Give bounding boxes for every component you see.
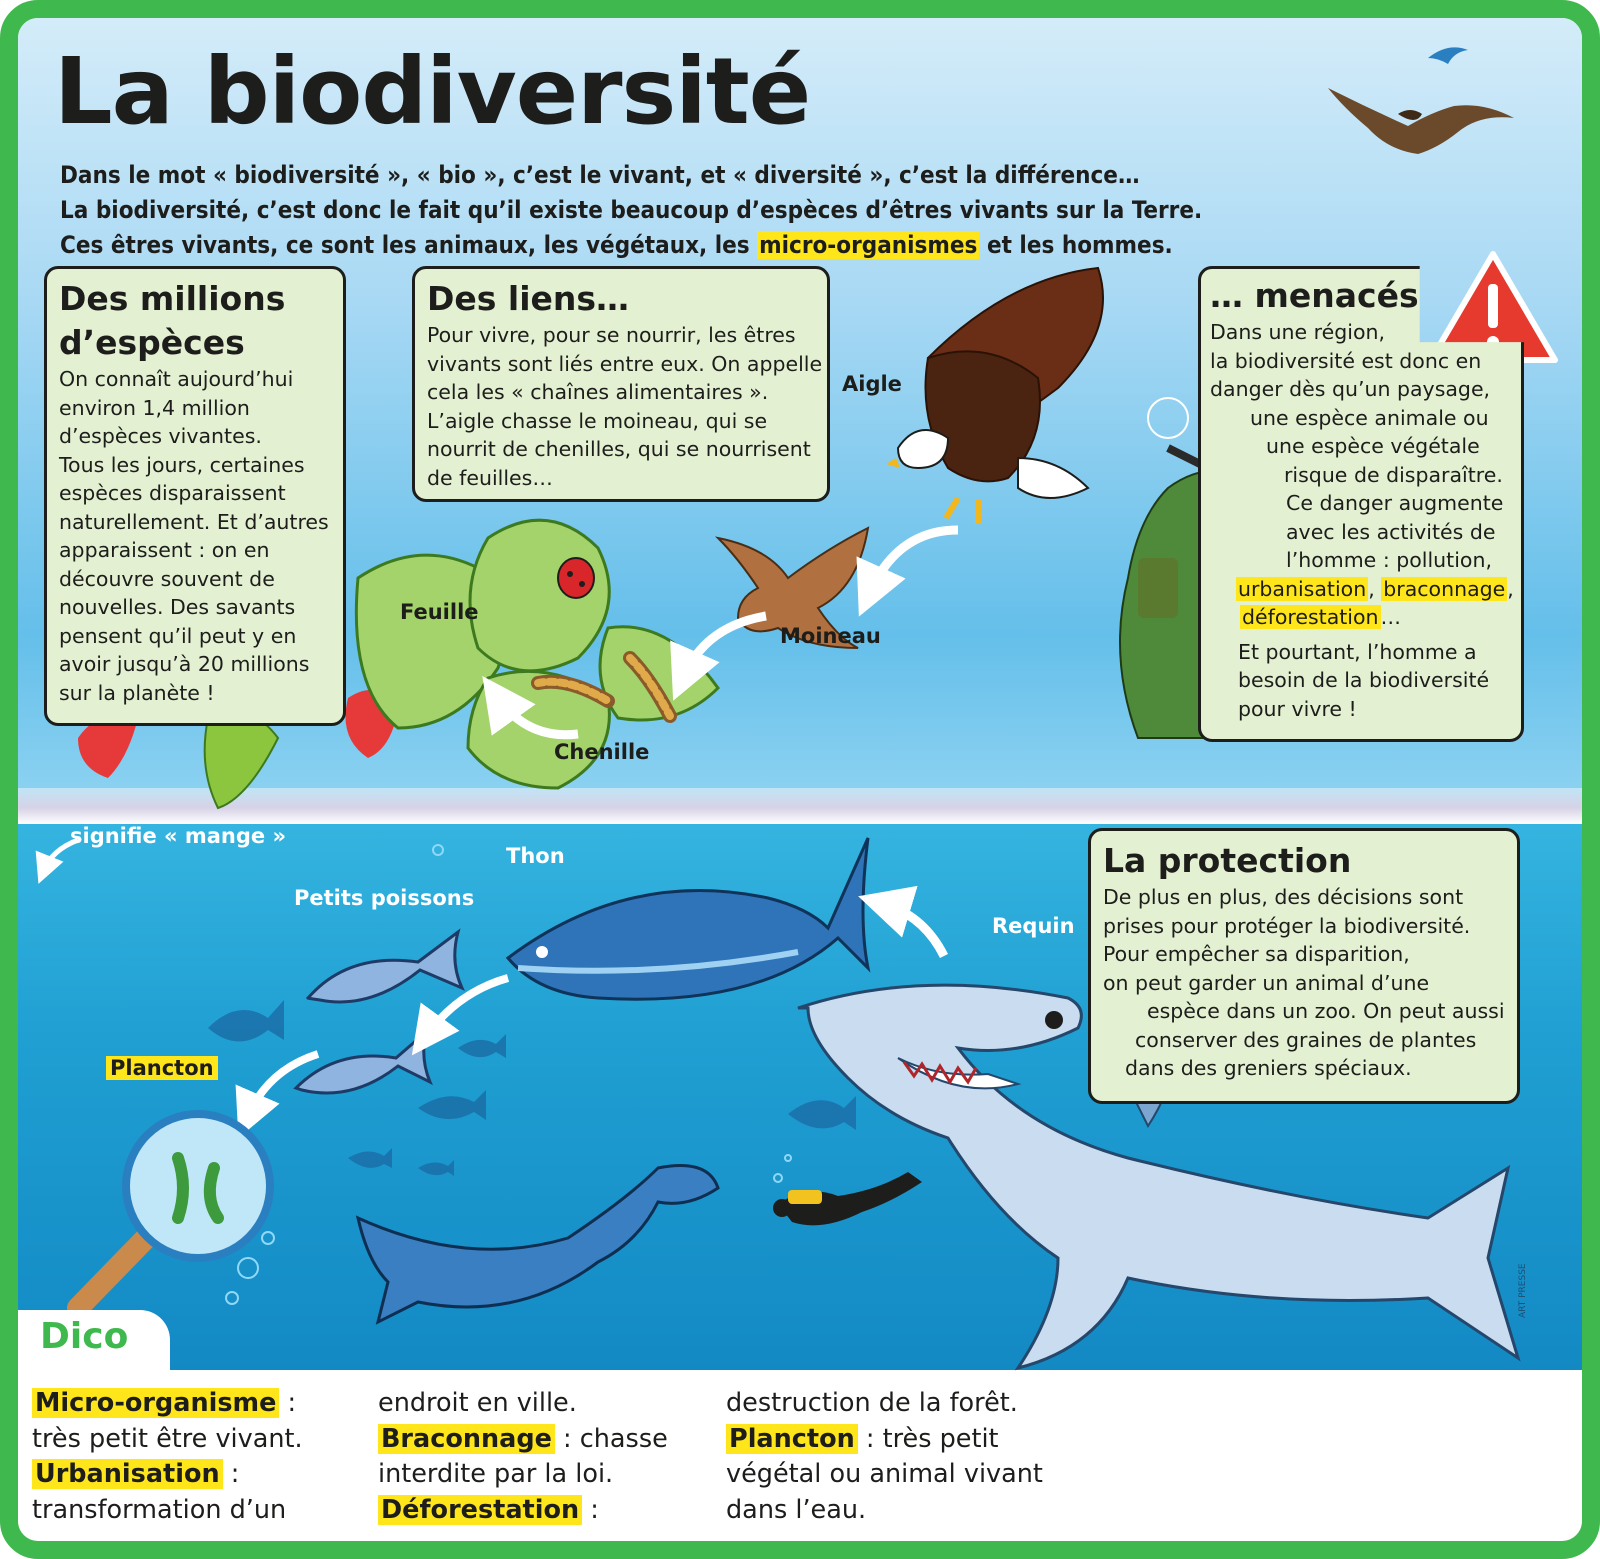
label-requin: Requin — [992, 914, 1075, 938]
punctuation: … — [1380, 605, 1402, 629]
text-line: espèces disparaissent — [59, 481, 286, 505]
protection-text — [1103, 883, 1505, 1083]
text-line: naturellement. Et d’autres — [59, 509, 329, 534]
intro-line — [60, 228, 1300, 263]
title-line: d’espèces — [59, 323, 245, 362]
label-plancton: Plancton — [106, 1056, 218, 1080]
dico-term: Déforestation — [378, 1495, 582, 1525]
hammerhead-shark-small-icon — [358, 1166, 718, 1323]
text-line: sur la planète ! — [59, 680, 215, 705]
text-line: De plus en plus, des décisions sont — [1103, 885, 1464, 909]
millions-title — [59, 277, 331, 365]
dico-column-2 — [378, 1386, 668, 1528]
label-thon: Thon — [506, 844, 565, 868]
highlighted-term: micro-organismes — [759, 231, 978, 259]
title-line: Des millions — [59, 279, 286, 318]
text-line: cela les « chaînes alimentaires ». — [427, 380, 769, 404]
text-line: nouvelles. Des savants — [59, 595, 296, 619]
text-line: Pour vivre, pour se nourrir, les êtres — [427, 323, 796, 347]
text-line: danger dès qu’un paysage, — [1210, 377, 1491, 401]
text-line: avoir jusqu’à 20 millions — [59, 652, 310, 676]
menaces-box — [1198, 266, 1524, 742]
protection-title: La protection — [1103, 841, 1352, 880]
protection-box — [1088, 828, 1520, 1104]
text-line: L’aigle chasse le moineau, qui se — [427, 408, 768, 433]
label-aigle: Aigle — [842, 372, 902, 396]
menaces-title: … menacés — [1210, 276, 1419, 315]
label-signifie-mange: signifie « mange » — [70, 824, 287, 848]
intro-line: Dans le mot « biodiversité », « bio », c’est le vivant, et « diversité », c’est la différence… — [60, 161, 1140, 189]
dico-line — [378, 1422, 668, 1458]
text-line: de feuilles… — [427, 465, 553, 490]
dico-line — [726, 1422, 1043, 1458]
text-line: dans des greniers spéciaux. — [1125, 1056, 1412, 1080]
text-line — [1210, 603, 1512, 632]
soaring-eagle-icon — [1328, 88, 1514, 154]
dico-line — [378, 1493, 668, 1529]
intro-line: La biodiversité, c’est donc le fait qu’il existe beaucoup d’espèces d’êtres vivants sur la Terre. — [60, 196, 1203, 224]
arrow-shark-to-tuna — [884, 904, 944, 956]
text-line: espèce dans un zoo. On peut aussi — [1147, 999, 1505, 1023]
text-line: risque de disparaître. — [1284, 462, 1503, 487]
diver-icon — [773, 1172, 922, 1225]
dico-term: Urbanisation — [32, 1459, 223, 1489]
text-line: Dans une région, — [1210, 320, 1386, 344]
millions-box — [44, 266, 346, 726]
text-line: l’homme : pollution, — [1286, 548, 1492, 572]
text-line: Ce danger augmente — [1286, 491, 1504, 515]
label-chenille: Chenille — [554, 740, 650, 764]
dico-definition: : chasse — [554, 1423, 668, 1454]
dico-line — [32, 1457, 303, 1493]
text-line: vivants sont liés entre eux. On appelle — [427, 351, 823, 376]
dico-definition: : très petit — [857, 1423, 999, 1454]
text-line: une espèce animale ou — [1250, 405, 1489, 430]
liens-box — [412, 266, 830, 502]
arrow-eagle-to-sparrow — [870, 530, 958, 592]
text-line: apparaissent : on en — [59, 538, 270, 562]
dico-line: destruction de la forêt. — [726, 1388, 1018, 1418]
punctuation: : — [582, 1494, 599, 1525]
leaves-icon — [356, 520, 718, 788]
punctuation: , — [1507, 576, 1514, 601]
label-feuille: Feuille — [400, 600, 479, 624]
intro-text — [60, 158, 1300, 263]
dico-line: très petit être vivant. — [32, 1423, 303, 1454]
text-line: avec les activités de — [1286, 519, 1496, 544]
text-line: d’espèces vivantes. — [59, 424, 262, 448]
dico-line: endroit en ville. — [378, 1388, 577, 1418]
credit: ART PRESSE — [1518, 1263, 1528, 1318]
page-title: La biodiversité — [54, 38, 811, 145]
text-line — [1210, 575, 1512, 604]
text-line: pensent qu’il peut y en — [59, 623, 297, 648]
dico-column-3 — [726, 1386, 1043, 1528]
dico-title: Dico — [40, 1316, 129, 1357]
text-line: Pour empêcher sa disparition, — [1103, 942, 1410, 966]
dico-line: interdite par la loi. — [378, 1459, 614, 1489]
liens-text — [427, 321, 823, 492]
label-moineau: Moineau — [780, 624, 881, 648]
highlighted-term: urbanisation — [1238, 576, 1367, 601]
intro-text-segment: Ces êtres vivants, ce sont les animaux, les végétaux, les — [60, 231, 750, 259]
menaces-text — [1210, 318, 1512, 723]
text-line: on peut garder un animal d’une — [1103, 970, 1430, 995]
dico-line: dans l’eau. — [726, 1494, 867, 1525]
text-line: découvre souvent de — [59, 566, 275, 591]
bald-eagle-icon — [886, 268, 1103, 524]
dico-tab — [18, 1310, 170, 1370]
arrow-tuna-to-fish — [426, 978, 508, 1036]
magnifier-plankton-icon — [78, 1114, 270, 1308]
intro-text-segment: et les hommes. — [986, 231, 1173, 259]
text-line: Et pourtant, l’homme a — [1238, 639, 1477, 664]
dico-line: transformation d’un — [32, 1494, 287, 1525]
text-line: besoin de la biodiversité — [1238, 668, 1490, 692]
text-line: environ 1,4 million — [59, 395, 250, 420]
dico-term: Plancton — [726, 1424, 858, 1454]
text-line: prises pour protéger la biodiversité. — [1103, 913, 1471, 938]
text-line: conserver des graines de plantes — [1135, 1027, 1477, 1052]
dico-term: Micro-organisme — [32, 1388, 279, 1418]
text-line: pour vivre ! — [1238, 696, 1357, 721]
small-bird-icon — [1428, 47, 1468, 64]
liens-title: Des liens… — [427, 279, 630, 318]
punctuation: : — [279, 1388, 297, 1418]
small-fish-icon — [296, 932, 462, 1093]
text-line: Tous les jours, certaines — [59, 452, 305, 477]
text-line: On connaît aujourd’hui — [59, 367, 294, 391]
highlighted-term: déforestation — [1242, 605, 1379, 629]
text-line: nourrit de chenilles, qui se nourrisent — [427, 437, 811, 461]
millions-text — [59, 365, 331, 707]
dico-term: Braconnage — [378, 1424, 555, 1454]
text-line: une espèce végétale — [1266, 434, 1480, 458]
dico-column-1 — [32, 1386, 303, 1528]
label-petits-poissons: Petits poissons — [294, 886, 475, 910]
punctuation: : — [222, 1459, 240, 1489]
punctuation: , — [1368, 576, 1375, 601]
dico-line — [32, 1386, 303, 1422]
text-line: la biodiversité est donc en — [1210, 348, 1482, 373]
highlighted-term: braconnage — [1383, 576, 1506, 601]
dico-line: végétal ou animal vivant — [726, 1459, 1043, 1489]
